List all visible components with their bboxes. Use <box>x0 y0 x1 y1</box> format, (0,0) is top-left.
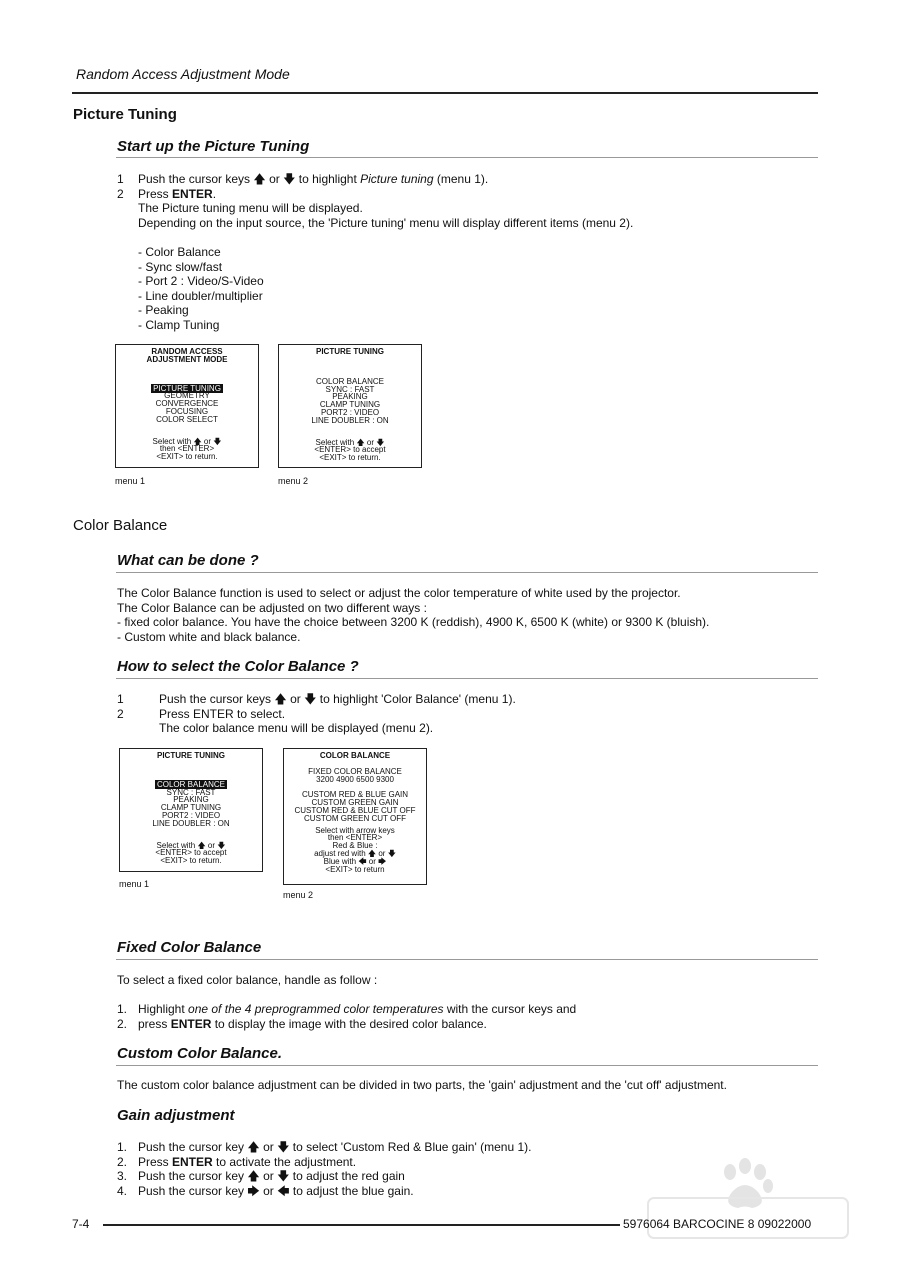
menu-item: PEAKING <box>332 392 368 402</box>
picture-tuning-item-list <box>138 245 264 333</box>
menu-item: CUSTOM GREEN CUT OFF <box>304 813 406 823</box>
step-text: to select 'Custom Red & Blue gain' (menu 1). <box>289 1140 532 1154</box>
color-balance-steps <box>117 692 817 736</box>
section-title-color-balance: Color Balance <box>73 517 168 534</box>
menu-highlighted-item: COLOR BALANCE <box>156 779 226 789</box>
menu-item: FIXED COLOR BALANCE <box>308 766 402 776</box>
step-text: to display the image with the desired color balance. <box>211 1016 487 1031</box>
step-text: or <box>286 692 305 706</box>
step-bold: ENTER <box>172 186 213 201</box>
menu-title: COLOR BALANCE <box>319 751 391 760</box>
step-number: 2. <box>117 1016 128 1031</box>
menu-highlighted-item: PICTURE TUNING <box>153 383 221 393</box>
section-title-picture-tuning: Picture Tuning <box>73 106 177 123</box>
document-reference: 5976064 BARCOCINE 8 09022000 <box>623 1217 812 1231</box>
step-number: 1. <box>117 1140 128 1154</box>
subtitle-what-can-be-done: What can be done ? <box>117 552 259 569</box>
subtitle-divider <box>116 572 818 573</box>
menu-hint: or <box>364 437 377 447</box>
menu-hint: adjust red with <box>314 848 368 858</box>
list-item: - Color Balance <box>138 245 221 259</box>
menu-item: CLAMP TUNING <box>319 400 381 410</box>
step-text: or <box>259 1140 278 1154</box>
paragraph-line: - fixed color balance. You have the choice between 3200 K (reddish), 4900 K, 6500 K (white) or 9300 K (bluish). <box>117 615 710 630</box>
arrow-down-icon: 🡇 <box>213 436 222 446</box>
menu-hint: Blue with <box>323 856 359 866</box>
watermark-logo <box>640 1150 860 1260</box>
menu-item: COLOR SELECT <box>156 414 218 424</box>
menu-item: CUSTOM RED & BLUE GAIN <box>301 790 409 800</box>
menu-item: PEAKING <box>173 795 209 805</box>
fixed-intro: To select a fixed color balance, handle as follow : <box>117 973 378 987</box>
arrow-down-icon: 🡇 <box>304 692 317 706</box>
step-text: Press ENTER to select. <box>159 706 286 721</box>
list-item: - Peaking <box>138 303 189 318</box>
step-text: Push the cursor key <box>138 1183 248 1198</box>
menu-caption: menu 2 <box>278 476 309 486</box>
menu-hint: or <box>366 856 379 866</box>
menu-caption: menu 1 <box>119 879 150 889</box>
step-text: (menu 1). <box>433 172 489 186</box>
fixed-steps <box>117 1002 817 1031</box>
arrow-up-icon: 🡅 <box>274 692 287 706</box>
menu-hint: <EXIT> to return. <box>160 856 222 866</box>
step-text: Depending on the input source, the 'Picture tuning' menu will display different items (menu 2). <box>138 215 634 230</box>
step-number: 3. <box>117 1169 128 1184</box>
menu-item: CONVERGENCE <box>155 399 219 409</box>
color-balance-description <box>117 586 817 644</box>
step-number: 4. <box>117 1183 128 1198</box>
step-text: Push the cursor key <box>138 1140 248 1154</box>
step-text: with the cursor keys and <box>443 1002 577 1016</box>
menu-caption: menu 2 <box>283 890 314 900</box>
arrow-left-icon: 🡄 <box>358 856 367 866</box>
arrow-down-icon: 🡇 <box>376 437 385 447</box>
footer-divider <box>103 1224 620 1226</box>
menu-item: 3200 4900 6500 9300 <box>316 774 394 784</box>
custom-text: The custom color balance adjustment can be divided in two parts, the 'gain' adjustment and the 'cut off' adjustment. <box>117 1078 727 1092</box>
menu-item: SYNC : FAST <box>325 384 375 394</box>
menu-hint: or <box>205 840 218 850</box>
menu-hint: <EXIT> to return. <box>319 453 381 463</box>
step-number: 2. <box>117 1154 128 1169</box>
menu-hint: or <box>201 436 214 446</box>
menu-hint: Select with arrow keys <box>315 825 395 835</box>
subtitle-start-picture-tuning: Start up the Picture Tuning <box>117 138 310 155</box>
picture-tuning-steps <box>117 172 817 230</box>
arrow-down-icon: 🡇 <box>387 848 396 858</box>
subtitle-divider <box>116 959 818 960</box>
step-number: 2 <box>117 706 124 721</box>
menu-box-picture-tuning <box>278 344 422 468</box>
step-text: Push the cursor keys <box>138 172 254 186</box>
menu-item: SYNC : FAST <box>166 787 216 797</box>
page-number: 7-4 <box>72 1217 90 1231</box>
list-item: - Clamp Tuning <box>138 317 220 332</box>
menu-item: PORT2 : VIDEO <box>320 407 380 417</box>
step-text: to activate the adjustment. <box>212 1154 357 1169</box>
menu-hint: Red & Blue : <box>332 841 378 851</box>
subtitle-custom-color-balance: Custom Color Balance. <box>117 1045 283 1062</box>
list-item: - Port 2 : Video/S-Video <box>138 274 264 289</box>
step-text: or <box>259 1169 278 1184</box>
menu-item: CLAMP TUNING <box>160 803 222 813</box>
step-text: or <box>265 172 284 186</box>
step-text: to highlight <box>295 172 361 186</box>
subtitle-divider <box>116 1065 818 1066</box>
menu-title: PICTURE TUNING <box>157 751 225 760</box>
menu-title: ADJUSTMENT MODE <box>146 354 228 364</box>
menu-hint: then <ENTER> <box>159 444 215 454</box>
arrow-down-icon: 🡇 <box>277 1140 290 1154</box>
menu-box-color-balance <box>283 748 427 885</box>
running-title: Random Access Adjustment Mode <box>76 66 290 82</box>
menu-item: PORT2 : VIDEO <box>161 810 221 820</box>
arrow-up-icon: 🡅 <box>253 172 266 186</box>
step-text: The Picture tuning menu will be displayed. <box>138 201 363 216</box>
step-number: 1 <box>117 172 124 186</box>
menu-item: LINE DOUBLER : ON <box>152 818 230 828</box>
paragraph-line: The Color Balance can be adjusted on two different ways : <box>117 600 427 615</box>
arrow-left-icon: 🡄 <box>277 1183 290 1198</box>
step-number: 1 <box>117 692 124 706</box>
arrow-up-icon: 🡅 <box>247 1140 260 1154</box>
step-emphasis: one of the 4 preprogrammed color temperatures <box>188 1002 444 1016</box>
arrow-up-icon: 🡅 <box>247 1169 260 1184</box>
menu-item: COLOR BALANCE <box>315 376 385 386</box>
step-text: . <box>212 186 217 201</box>
arrow-right-icon: 🡆 <box>247 1183 260 1198</box>
menu-title: RANDOM ACCESS <box>151 347 223 356</box>
list-item: - Line doubler/multiplier <box>138 288 263 303</box>
arrow-up-icon: 🡅 <box>197 840 206 850</box>
paragraph-line: The Color Balance function is used to select or adjust the color temperature of white used by the projector. <box>117 586 681 600</box>
menu-item: GEOMETRY <box>164 391 210 401</box>
menu-caption: menu 1 <box>115 476 146 486</box>
arrow-up-icon: 🡅 <box>193 436 202 446</box>
arrow-down-icon: 🡇 <box>277 1169 290 1184</box>
menu-hint: <EXIT> to return. <box>156 452 218 462</box>
menu-hint: Select with <box>152 436 194 446</box>
menu-item: FOCUSING <box>165 406 209 416</box>
step-text: The color balance menu will be displayed (menu 2). <box>159 721 434 736</box>
paragraph-line: - Custom white and black balance. <box>117 629 301 644</box>
step-text: Highlight <box>138 1002 189 1016</box>
menu-item: CUSTOM RED & BLUE CUT OFF <box>294 805 416 815</box>
menu-item: CUSTOM GREEN GAIN <box>311 798 399 808</box>
step-emphasis: Picture tuning <box>360 172 434 186</box>
step-text: to adjust the blue gain. <box>289 1183 414 1198</box>
step-text: or <box>259 1183 278 1198</box>
menu-hint: Select with <box>315 437 357 447</box>
top-divider <box>72 92 818 94</box>
arrow-up-icon: 🡅 <box>367 848 377 858</box>
menu-title: PICTURE TUNING <box>316 347 384 356</box>
menu-hint: <EXIT> to return <box>325 864 385 874</box>
step-text: to highlight 'Color Balance' (menu 1). <box>316 692 516 706</box>
subtitle-gain-adjustment: Gain adjustment <box>117 1107 235 1124</box>
menu-hint: <ENTER> to accept <box>314 445 386 455</box>
step-text: Press <box>138 1154 173 1169</box>
step-text: Push the cursor key <box>138 1169 248 1184</box>
arrow-right-icon: 🡆 <box>378 856 387 866</box>
menu-box-picture-tuning-cb <box>119 748 263 872</box>
step-text: to adjust the red gain <box>289 1169 405 1184</box>
subtitle-how-to-select: How to select the Color Balance ? <box>117 658 359 675</box>
menu-hint: then <ENTER> <box>327 833 383 843</box>
step-bold: ENTER <box>172 1154 213 1169</box>
menu-hint: Select with <box>156 840 198 850</box>
menu-box-random-access <box>115 344 259 468</box>
menu-item: LINE DOUBLER : ON <box>311 415 389 425</box>
menu-hint: <ENTER> to accept <box>155 848 227 858</box>
arrow-down-icon: 🡇 <box>217 840 226 850</box>
subtitle-fixed-color-balance: Fixed Color Balance <box>117 939 262 956</box>
subtitle-divider <box>116 157 818 158</box>
arrow-down-icon: 🡇 <box>283 172 296 186</box>
step-text: press <box>138 1016 171 1031</box>
list-item: - Sync slow/fast <box>138 259 223 274</box>
step-text: Push the cursor keys <box>159 692 275 706</box>
step-text: Press <box>138 186 173 201</box>
step-bold: ENTER <box>170 1016 212 1031</box>
arrow-up-icon: 🡅 <box>356 437 365 447</box>
subtitle-divider <box>116 678 818 679</box>
menu-hint: or <box>376 848 388 858</box>
step-number: 2 <box>117 186 124 201</box>
step-number: 1. <box>117 1002 128 1016</box>
